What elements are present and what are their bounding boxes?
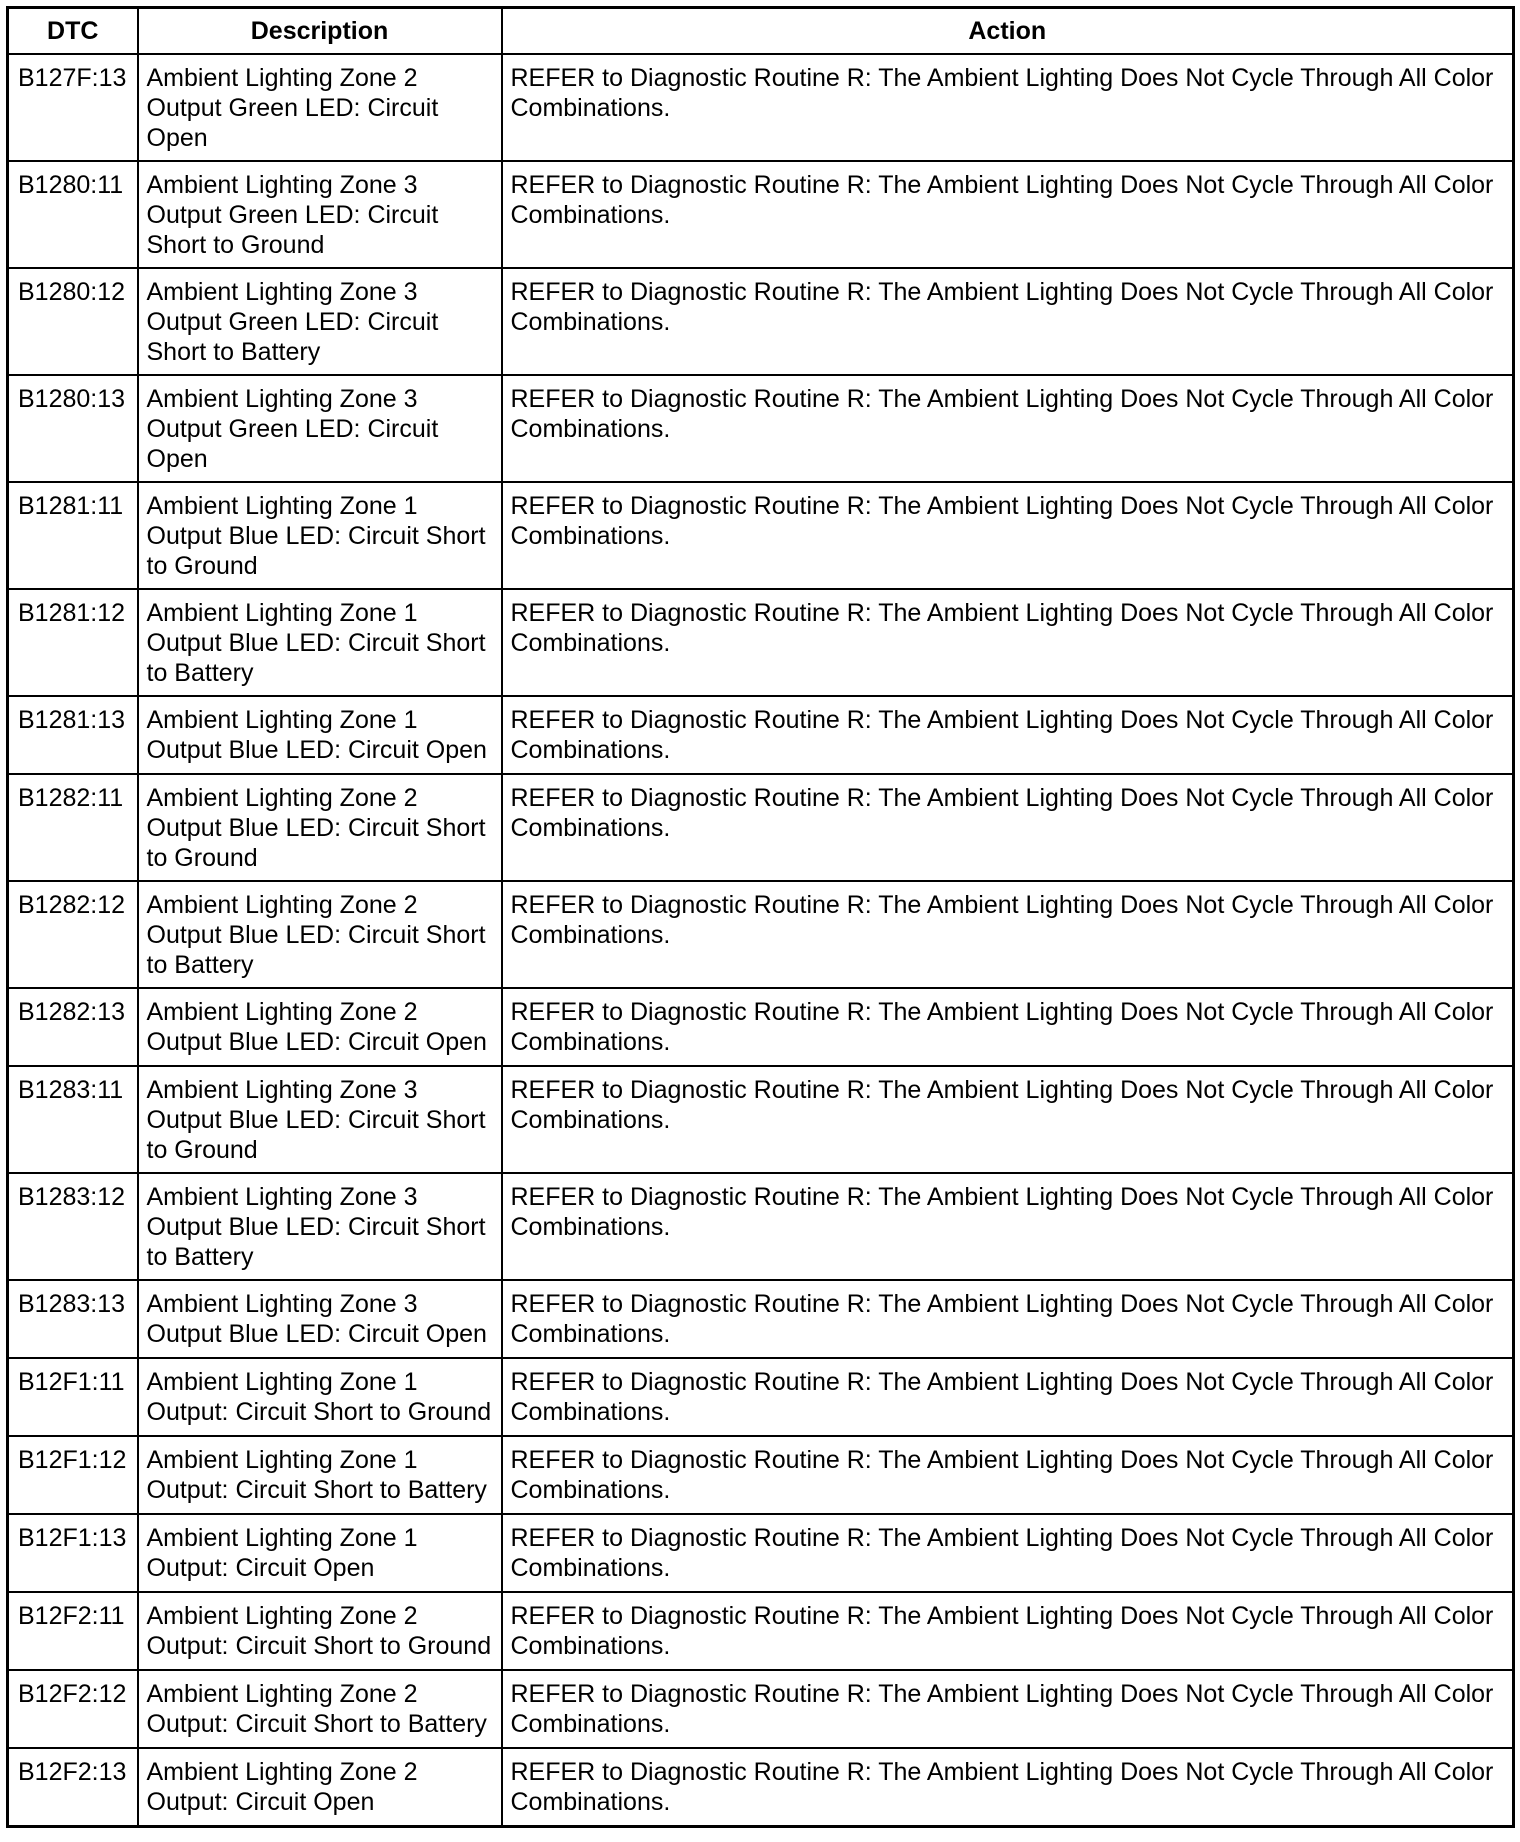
cell-description: Ambient Lighting Zone 1 Output Blue LED: Circuit Open	[138, 696, 502, 774]
table-row	[8, 1514, 1514, 1592]
cell-action: REFER to Diagnostic Routine R: The Ambient Lighting Does Not Cycle Through All Color Combinations.	[502, 1358, 1514, 1436]
cell-dtc: B1283:12	[8, 1173, 138, 1280]
cell-description: Ambient Lighting Zone 3 Output Blue LED: Circuit Short to Battery	[138, 1173, 502, 1280]
cell-description: Ambient Lighting Zone 3 Output Blue LED: Circuit Short to Ground	[138, 1066, 502, 1173]
table-body	[8, 54, 1514, 1827]
cell-action: REFER to Diagnostic Routine R: The Ambient Lighting Does Not Cycle Through All Color Combinations.	[502, 268, 1514, 375]
cell-description: Ambient Lighting Zone 2 Output: Circuit Short to Ground	[138, 1592, 502, 1670]
cell-description: Ambient Lighting Zone 3 Output Green LED: Circuit Open	[138, 375, 502, 482]
cell-dtc: B1280:11	[8, 161, 138, 268]
header-row	[8, 8, 1514, 55]
cell-dtc: B12F1:11	[8, 1358, 138, 1436]
cell-description: Ambient Lighting Zone 2 Output: Circuit Short to Battery	[138, 1670, 502, 1748]
table-row	[8, 482, 1514, 589]
cell-dtc: B1281:12	[8, 589, 138, 696]
cell-description: Ambient Lighting Zone 3 Output Green LED: Circuit Short to Ground	[138, 161, 502, 268]
cell-dtc: B12F2:12	[8, 1670, 138, 1748]
cell-action: REFER to Diagnostic Routine R: The Ambient Lighting Does Not Cycle Through All Color Combinations.	[502, 1436, 1514, 1514]
cell-dtc: B1282:12	[8, 881, 138, 988]
cell-description: Ambient Lighting Zone 1 Output: Circuit Open	[138, 1514, 502, 1592]
dtc-table-container	[6, 6, 1512, 1828]
table-row	[8, 774, 1514, 881]
table-row	[8, 1748, 1514, 1827]
cell-dtc: B1281:13	[8, 696, 138, 774]
table-row	[8, 1592, 1514, 1670]
table-row	[8, 1670, 1514, 1748]
table-row	[8, 1173, 1514, 1280]
cell-action: REFER to Diagnostic Routine R: The Ambient Lighting Does Not Cycle Through All Color Combinations.	[502, 589, 1514, 696]
cell-dtc: B12F2:11	[8, 1592, 138, 1670]
cell-dtc: B12F1:12	[8, 1436, 138, 1514]
table-row	[8, 589, 1514, 696]
table-header	[8, 8, 1514, 55]
table-row	[8, 1066, 1514, 1173]
cell-description: Ambient Lighting Zone 1 Output: Circuit Short to Battery	[138, 1436, 502, 1514]
table-row	[8, 375, 1514, 482]
cell-dtc: B1280:12	[8, 268, 138, 375]
cell-action: REFER to Diagnostic Routine R: The Ambient Lighting Does Not Cycle Through All Color Combinations.	[502, 1748, 1514, 1827]
cell-action: REFER to Diagnostic Routine R: The Ambient Lighting Does Not Cycle Through All Color Combinations.	[502, 482, 1514, 589]
cell-action: REFER to Diagnostic Routine R: The Ambient Lighting Does Not Cycle Through All Color Combinations.	[502, 1066, 1514, 1173]
cell-description: Ambient Lighting Zone 3 Output Blue LED: Circuit Open	[138, 1280, 502, 1358]
cell-description: Ambient Lighting Zone 2 Output Blue LED: Circuit Short to Ground	[138, 774, 502, 881]
cell-action: REFER to Diagnostic Routine R: The Ambient Lighting Does Not Cycle Through All Color Combinations.	[502, 1280, 1514, 1358]
cell-dtc: B1280:13	[8, 375, 138, 482]
cell-dtc: B1282:13	[8, 988, 138, 1066]
cell-action: REFER to Diagnostic Routine R: The Ambient Lighting Does Not Cycle Through All Color Combinations.	[502, 1514, 1514, 1592]
cell-dtc: B12F1:13	[8, 1514, 138, 1592]
header-action: Action	[502, 8, 1514, 55]
cell-description: Ambient Lighting Zone 2 Output Blue LED: Circuit Open	[138, 988, 502, 1066]
cell-action: REFER to Diagnostic Routine R: The Ambient Lighting Does Not Cycle Through All Color Combinations.	[502, 988, 1514, 1066]
cell-description: Ambient Lighting Zone 2 Output: Circuit Open	[138, 1748, 502, 1827]
cell-action: REFER to Diagnostic Routine R: The Ambient Lighting Does Not Cycle Through All Color Combinations.	[502, 161, 1514, 268]
cell-dtc: B1281:11	[8, 482, 138, 589]
cell-dtc: B12F2:13	[8, 1748, 138, 1827]
table-row	[8, 1280, 1514, 1358]
cell-description: Ambient Lighting Zone 2 Output Blue LED: Circuit Short to Battery	[138, 881, 502, 988]
cell-action: REFER to Diagnostic Routine R: The Ambient Lighting Does Not Cycle Through All Color Combinations.	[502, 1173, 1514, 1280]
cell-action: REFER to Diagnostic Routine R: The Ambient Lighting Does Not Cycle Through All Color Combinations.	[502, 54, 1514, 161]
cell-action: REFER to Diagnostic Routine R: The Ambient Lighting Does Not Cycle Through All Color Combinations.	[502, 1670, 1514, 1748]
table-row	[8, 988, 1514, 1066]
cell-action: REFER to Diagnostic Routine R: The Ambient Lighting Does Not Cycle Through All Color Combinations.	[502, 881, 1514, 988]
cell-action: REFER to Diagnostic Routine R: The Ambient Lighting Does Not Cycle Through All Color Combinations.	[502, 1592, 1514, 1670]
cell-description: Ambient Lighting Zone 2 Output Green LED: Circuit Open	[138, 54, 502, 161]
cell-description: Ambient Lighting Zone 1 Output: Circuit Short to Ground	[138, 1358, 502, 1436]
table-row	[8, 1358, 1514, 1436]
header-dtc: DTC	[8, 8, 138, 55]
cell-dtc: B1283:11	[8, 1066, 138, 1173]
cell-action: REFER to Diagnostic Routine R: The Ambient Lighting Does Not Cycle Through All Color Combinations.	[502, 696, 1514, 774]
header-description: Description	[138, 8, 502, 55]
cell-dtc: B1283:13	[8, 1280, 138, 1358]
cell-dtc: B127F:13	[8, 54, 138, 161]
table-row	[8, 1436, 1514, 1514]
cell-action: REFER to Diagnostic Routine R: The Ambient Lighting Does Not Cycle Through All Color Combinations.	[502, 375, 1514, 482]
table-row	[8, 161, 1514, 268]
dtc-table	[6, 6, 1515, 1828]
cell-dtc: B1282:11	[8, 774, 138, 881]
table-row	[8, 881, 1514, 988]
cell-action: REFER to Diagnostic Routine R: The Ambient Lighting Does Not Cycle Through All Color Combinations.	[502, 774, 1514, 881]
table-row	[8, 268, 1514, 375]
table-row	[8, 54, 1514, 161]
cell-description: Ambient Lighting Zone 1 Output Blue LED: Circuit Short to Battery	[138, 589, 502, 696]
cell-description: Ambient Lighting Zone 1 Output Blue LED: Circuit Short to Ground	[138, 482, 502, 589]
table-row	[8, 696, 1514, 774]
cell-description: Ambient Lighting Zone 3 Output Green LED: Circuit Short to Battery	[138, 268, 502, 375]
